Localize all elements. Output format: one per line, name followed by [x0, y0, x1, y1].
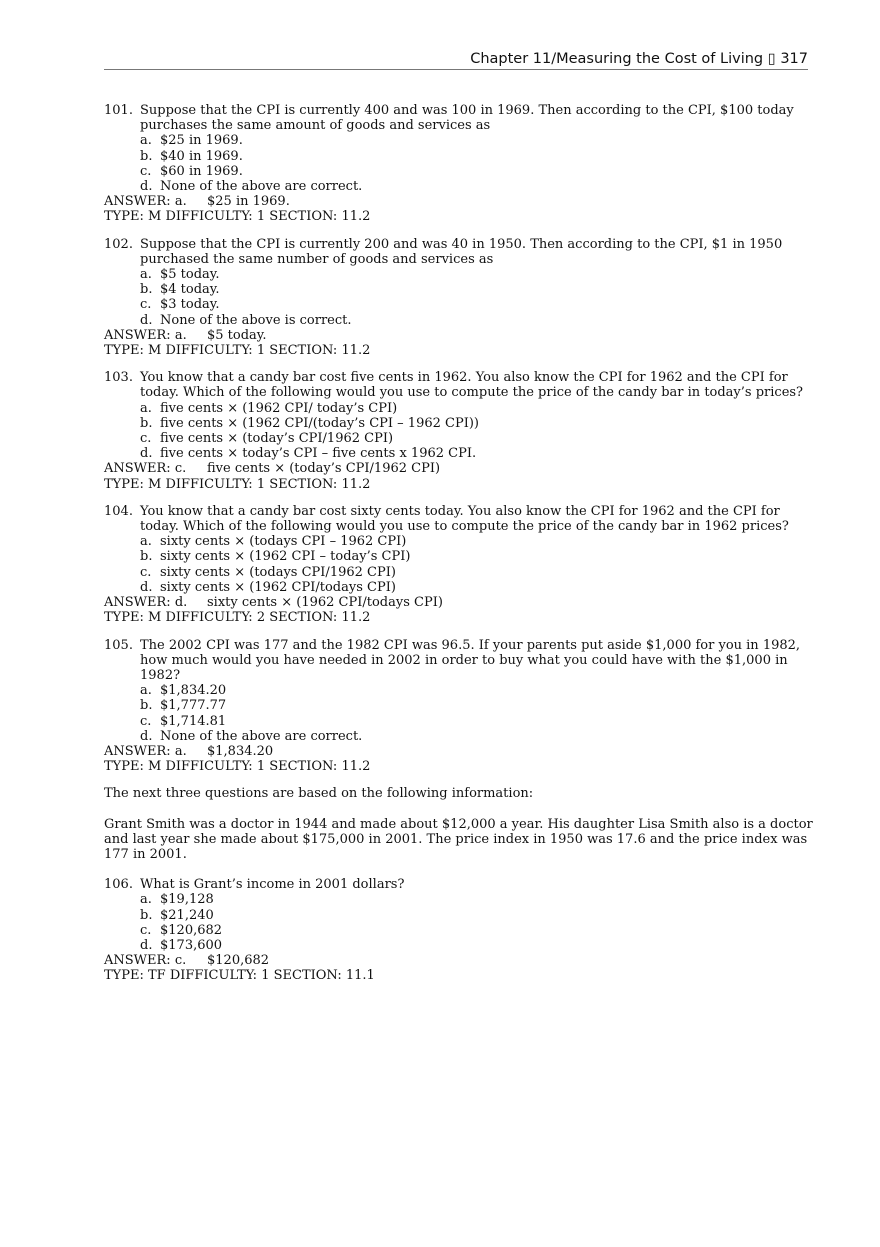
question-text: Suppose that the CPI is currently 400 and was 100 in 1969. Then according to the CPI, $100 today purchases the same amount of goods and services as — [140, 103, 794, 134]
option-letter: d. — [140, 312, 153, 328]
question-number: 102. — [104, 236, 133, 252]
question-text: The 2002 CPI was 177 and the 1982 CPI was 96.5. If your parents put aside $1,000 for you in 1982, how much would you have needed in 2002 in order to buy what you could have with the $1,000 in 1982? — [140, 637, 801, 683]
option-text: five cents × (today’s CPI/1962 CPI) — [160, 431, 394, 447]
option-text: five cents × today’s CPI – five cents x 1962 CPI. — [160, 446, 477, 462]
option-letter: d. — [140, 728, 153, 744]
question-stem — [104, 877, 814, 892]
answer-label: ANSWER: a. — [104, 743, 187, 759]
option-text: sixty cents × (todays CPI – 1962 CPI) — [160, 534, 407, 550]
answer-text: $25 in 1969. — [207, 194, 290, 210]
question-text: You know that a candy bar cost sixty cents today. You also know the CPI for 1962 and the CPI for today. Which of the following would you use to compute the price of the candy bar in 1962 prices? — [140, 503, 789, 535]
question-number: 105. — [104, 637, 133, 653]
question-number: 103. — [104, 370, 133, 386]
question-meta: TYPE: M DIFFICULTY: 1 SECTION: 11.2 — [104, 209, 371, 225]
question-stem — [104, 103, 814, 133]
question-stem — [104, 504, 814, 534]
question — [104, 504, 814, 626]
option-text: $3 today. — [160, 297, 220, 313]
page-content — [104, 103, 814, 996]
question-text: You know that a candy bar cost five cents in 1962. You also know the CPI for 1962 and the CPI for today. Which of the following would you use to compute the price of the candy bar in today’s prices? — [140, 370, 804, 401]
answer-option — [104, 565, 814, 580]
option-text: $4 today. — [160, 282, 220, 298]
question-number: 104. — [104, 503, 133, 519]
answer-option — [104, 446, 814, 461]
option-text: $60 in 1969. — [160, 163, 243, 179]
option-text: None of the above are correct. — [160, 179, 363, 195]
option-text: $40 in 1969. — [160, 148, 243, 164]
option-letter: a. — [140, 133, 152, 149]
option-letter: a. — [140, 267, 152, 283]
question-meta: TYPE: M DIFFICULTY: 1 SECTION: 11.2 — [104, 343, 371, 359]
answer-option — [104, 401, 814, 416]
answer-option — [104, 282, 814, 297]
option-letter: a. — [140, 400, 152, 416]
question-meta: TYPE: M DIFFICULTY: 1 SECTION: 11.2 — [104, 476, 371, 492]
answer-line — [104, 953, 814, 968]
option-text: $1,834.20 — [160, 683, 227, 699]
answer-option — [104, 297, 814, 312]
option-letter: c. — [140, 564, 152, 580]
answer-line — [104, 744, 814, 759]
answer-line — [104, 461, 814, 476]
answer-label: ANSWER: c. — [104, 953, 187, 969]
answer-line — [104, 328, 814, 343]
answer-option — [104, 149, 814, 164]
answer-label: ANSWER: a. — [104, 194, 187, 210]
option-text: $25 in 1969. — [160, 133, 243, 149]
answer-option — [104, 179, 814, 194]
question-number: 101. — [104, 103, 133, 118]
answer-line — [104, 595, 814, 610]
answer-option — [104, 133, 814, 148]
answer-option — [104, 267, 814, 282]
option-text: five cents × (1962 CPI/ today’s CPI) — [160, 400, 398, 416]
option-letter: b. — [140, 282, 153, 298]
option-text: $19,128 — [160, 892, 214, 908]
answer-text: $120,682 — [207, 953, 270, 969]
option-text: $5 today. — [160, 267, 220, 283]
option-text: $21,240 — [160, 907, 214, 923]
question-meta: TYPE: TF DIFFICULTY: 1 SECTION: 11.1 — [104, 968, 375, 984]
question-meta: TYPE: M DIFFICULTY: 1 SECTION: 11.2 — [104, 759, 371, 775]
option-letter: d. — [140, 579, 153, 595]
answer-option — [104, 729, 814, 744]
answer-text: five cents × (today’s CPI/1962 CPI) — [207, 461, 441, 477]
answer-option — [104, 549, 814, 564]
answer-text: sixty cents × (1962 CPI/todays CPI) — [207, 595, 443, 611]
option-letter: b. — [140, 148, 153, 164]
option-letter: b. — [140, 415, 153, 431]
option-text: None of the above is correct. — [160, 312, 352, 328]
option-letter: d. — [140, 446, 153, 462]
answer-option — [104, 580, 814, 595]
question-text: What is Grant’s income in 2001 dollars? — [140, 877, 405, 893]
answer-option — [104, 313, 814, 328]
option-letter: d. — [140, 937, 153, 953]
option-text: $1,714.81 — [160, 713, 227, 729]
option-text: $120,682 — [160, 922, 223, 938]
option-text: sixty cents × (1962 CPI/todays CPI) — [160, 579, 396, 595]
answer-label: ANSWER: d. — [104, 595, 188, 611]
option-letter: c. — [140, 431, 152, 447]
answer-option — [104, 698, 814, 713]
answer-text: $5 today. — [207, 327, 267, 343]
answer-option — [104, 908, 814, 923]
answer-option — [104, 714, 814, 729]
question-meta: TYPE: M DIFFICULTY: 2 SECTION: 11.2 — [104, 610, 371, 626]
option-letter: a. — [140, 534, 152, 550]
scenario-text: Grant Smith was a doctor in 1944 and made about $12,000 a year. His daughter Lisa Smith also is a doctor and last year she made about $175,000 in 2001. The price index in 1950 was 17.6 and the price index was 177 in 2001. — [104, 816, 813, 862]
answer-label: ANSWER: a. — [104, 327, 187, 343]
option-text: $173,600 — [160, 937, 223, 953]
option-text: five cents × (1962 CPI/(today’s CPI – 1962 CPI)) — [160, 415, 479, 431]
option-letter: d. — [140, 179, 153, 195]
option-letter: c. — [140, 297, 152, 313]
question — [104, 103, 814, 225]
question-stem — [104, 237, 814, 267]
option-letter: b. — [140, 698, 153, 714]
intro-text: The next three questions are based on the following information: — [104, 786, 534, 802]
question-stem — [104, 370, 814, 400]
option-letter: b. — [140, 549, 153, 565]
option-text: sixty cents × (todays CPI/1962 CPI) — [160, 564, 396, 580]
question-number: 106. — [104, 877, 133, 893]
answer-option — [104, 923, 814, 938]
answer-option — [104, 938, 814, 953]
running-header: Chapter 11/Measuring the Cost of Living ▯ 317 — [104, 51, 808, 70]
option-letter: a. — [140, 683, 152, 699]
answer-option — [104, 683, 814, 698]
option-letter: c. — [140, 163, 152, 179]
answer-label: ANSWER: c. — [104, 461, 187, 477]
answer-option — [104, 416, 814, 431]
answer-option — [104, 164, 814, 179]
option-letter: a. — [140, 892, 152, 908]
option-letter: b. — [140, 907, 153, 923]
question-stem — [104, 638, 814, 684]
option-text: None of the above are correct. — [160, 728, 363, 744]
answer-text: $1,834.20 — [207, 743, 274, 759]
option-letter: c. — [140, 713, 152, 729]
question-text: Suppose that the CPI is currently 200 and was 40 in 1950. Then according to the CPI, $1 in 1950 purchased the same number of goods and services as — [140, 236, 783, 267]
answer-option — [104, 534, 814, 549]
question — [104, 237, 814, 359]
question — [104, 877, 814, 983]
question — [104, 370, 814, 492]
option-letter: c. — [140, 922, 152, 938]
question — [104, 638, 814, 775]
answer-option — [104, 431, 814, 446]
option-text: $1,777.77 — [160, 698, 227, 714]
answer-line — [104, 194, 814, 209]
option-text: sixty cents × (1962 CPI – today’s CPI) — [160, 549, 411, 565]
answer-option — [104, 892, 814, 907]
